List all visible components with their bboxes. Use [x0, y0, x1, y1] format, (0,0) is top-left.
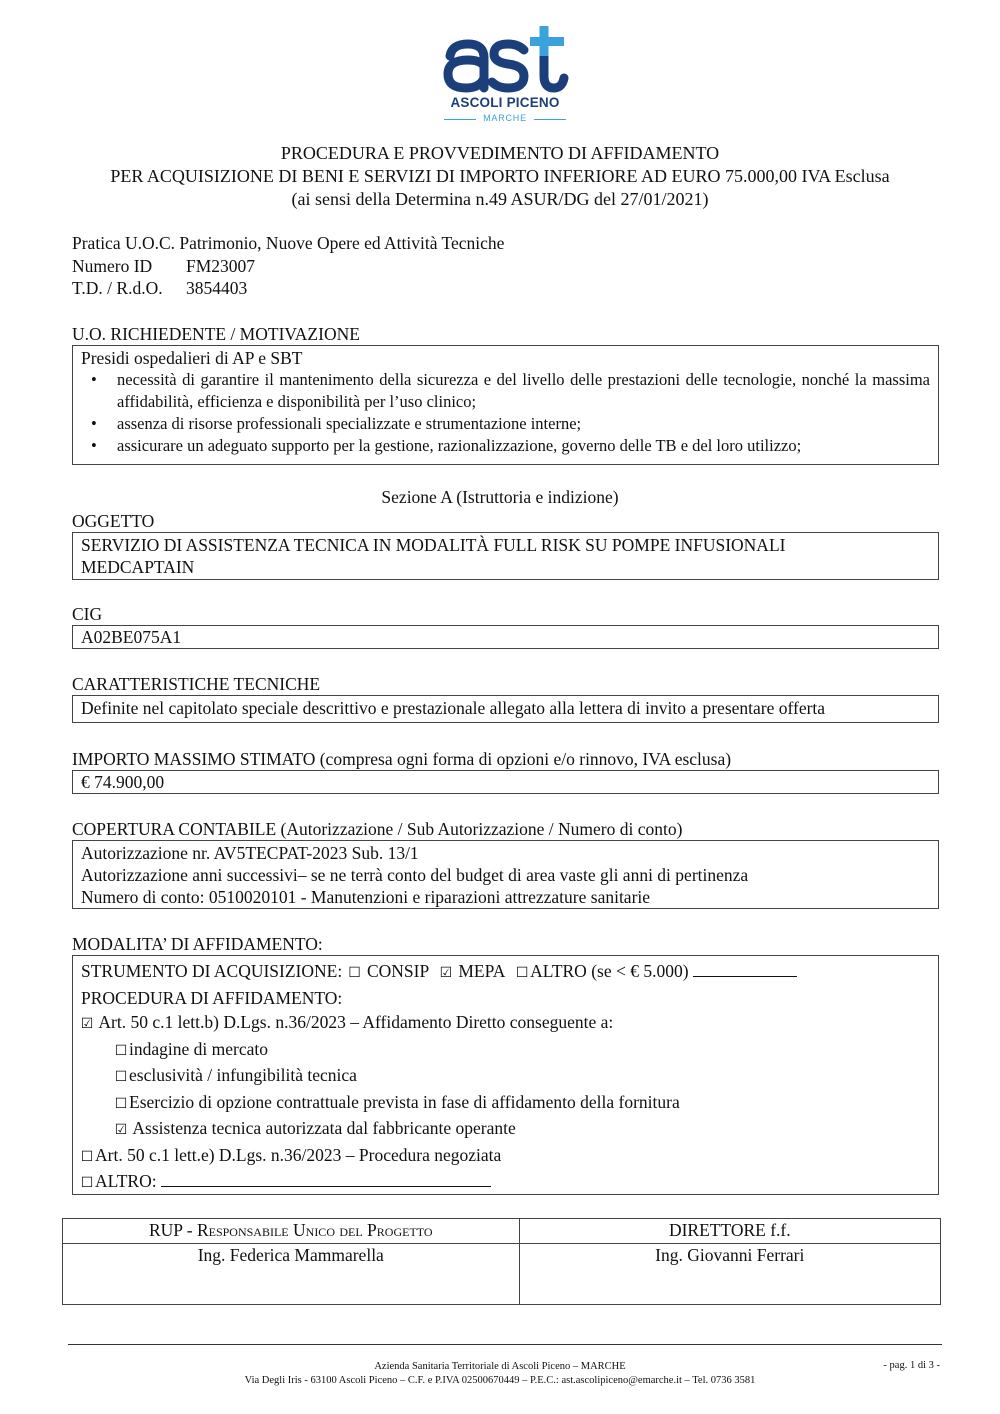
- opzione-checkbox[interactable]: ☐: [114, 1095, 128, 1112]
- copertura-line: Numero di conto: 0510020101 - Manutenzioni e riparazioni attrezzature sanitarie: [81, 887, 651, 907]
- bullet-icon: •: [91, 436, 97, 455]
- title-line-1: PROCEDURA E PROVVEDIMENTO DI AFFIDAMENTO: [280, 143, 720, 163]
- td-value: 3854403: [186, 278, 248, 298]
- richiedente-box: [72, 345, 939, 465]
- copertura-label-row: [72, 818, 682, 840]
- direttore-header: DIRETTORE f.f.: [519, 1219, 940, 1244]
- caratteristiche-label: CARATTERISTICHE TECNICHE: [72, 674, 321, 694]
- mepa-checkbox[interactable]: ☑: [439, 965, 453, 981]
- opzione-label: Esercizio di opzione contrattuale prevista in fase di affidamento della fornitura: [129, 1091, 680, 1112]
- rup-header: [63, 1219, 520, 1244]
- ast-logo-mark-icon: [440, 26, 570, 94]
- caratteristiche-value: Definite nel capitolato speciale descrittivo e prestazionale allegato alla lettera di invito a presentare offerta: [81, 698, 826, 718]
- esclusivita-checkbox[interactable]: ☐: [114, 1069, 128, 1085]
- consip-label: CONSIP: [366, 961, 430, 981]
- altro-blank[interactable]: [161, 1170, 491, 1187]
- copertura-box: [72, 840, 939, 909]
- richiedente-unit: Presidi ospedalieri di AP e SBT: [81, 348, 303, 368]
- altro-label: ALTRO:: [95, 1171, 157, 1191]
- document-title: [0, 142, 1000, 211]
- rup-prefix: RUP -: [148, 1220, 197, 1240]
- oggetto-value: SERVIZIO DI ASSISTENZA TECNICA IN MODALITÀ FULL RISK SU POMPE INFUSIONALI MEDCAPTAIN: [81, 535, 786, 577]
- cig-value: A02BE075A1: [81, 627, 182, 647]
- art50e-checkbox[interactable]: ☐: [80, 1148, 94, 1165]
- sub-option-row: [81, 1116, 938, 1143]
- motivazione-list: [81, 369, 938, 457]
- importo-label-note: (compresa ogni forma di opzioni e/o rinnovo, IVA esclusa): [319, 749, 732, 769]
- pratica-line: Pratica U.O.C. Patrimonio, Nuove Opere ed Attività Tecniche: [72, 233, 505, 253]
- assistenza-label: Assistenza tecnica autorizzata dal fabbricante operante: [132, 1118, 516, 1138]
- consip-checkbox[interactable]: ☐: [348, 965, 361, 981]
- importo-value: € 74.900,00: [81, 772, 165, 792]
- caratteristiche-box: [72, 695, 939, 723]
- direttore-name: Ing. Giovanni Ferrari: [519, 1244, 940, 1305]
- motivazione-item: • assicurare un adeguato supporto per la gestione, razionalizzazione, governo delle TB e del loro utilizzo;: [91, 436, 802, 455]
- procedura-label: PROCEDURA DI AFFIDAMENTO:: [81, 987, 343, 1008]
- footer-line-1: Azienda Sanitaria Territoriale di Ascoli Piceno – MARCHE: [374, 1361, 626, 1372]
- motivazione-item: • assenza di risorse professionali specializzate e strumentazione interne;: [91, 414, 582, 433]
- mepa-label: MEPA: [458, 961, 506, 981]
- modalita-label: MODALITA’ DI AFFIDAMENTO:: [72, 934, 323, 954]
- td-row: [72, 277, 504, 300]
- practice-meta: [72, 232, 504, 300]
- signature-table: [62, 1218, 941, 1305]
- copertura-label: COPERTURA CONTABILE: [72, 819, 277, 839]
- altro-strumento-checkbox[interactable]: ☐: [515, 965, 529, 981]
- assistenza-checkbox[interactable]: ☑: [114, 1122, 128, 1138]
- indagine-label: indagine di mercato: [129, 1038, 268, 1059]
- page-number: - pag. 1 di 3 -: [883, 1360, 940, 1371]
- art50b-checkbox[interactable]: ☑: [80, 1016, 94, 1032]
- cig-box: [72, 625, 939, 649]
- numero-id-value: FM23007: [186, 255, 256, 276]
- copertura-label-note: (Autorizzazione / Sub Autorizzazione / Numero di conto): [280, 819, 683, 839]
- importo-box: [72, 770, 939, 794]
- oggetto-label: OGGETTO: [72, 511, 155, 531]
- bullet-icon: •: [91, 414, 97, 433]
- footer-divider: [68, 1344, 942, 1345]
- strumento-row: [81, 959, 938, 986]
- art50e-row: [79, 1143, 938, 1170]
- ast-logo: [440, 26, 570, 126]
- logo-city: ASCOLI PICENO: [450, 95, 560, 110]
- sub-option-row: [81, 1063, 938, 1090]
- rup-name: Ing. Federica Mammarella: [63, 1244, 520, 1305]
- motivazione-item: • necessità di garantire il mantenimento della sicurezza e del livello delle prestazioni delle tecnologie, nonché la massima affidabilità, efficienza e disponibilità per l’uso clinico;: [91, 370, 930, 411]
- copertura-line: Autorizzazione nr. AV5TECPAT-2023 Sub. 13/1: [81, 843, 419, 863]
- rup-title: Responsabile Unico del Progetto: [196, 1220, 433, 1240]
- strumento-label: STRUMENTO DI ACQUISIZIONE:: [81, 961, 343, 981]
- copertura-line: Autorizzazione anni successivi– se ne terrà conto del budget di area vaste gli anni di pertinenza: [81, 865, 749, 885]
- altro-strumento-blank[interactable]: [693, 960, 797, 977]
- logo-region: MARCHE: [483, 113, 527, 123]
- importo-label: IMPORTO MASSIMO STIMATO: [72, 749, 316, 769]
- td-label: T.D. / R.d.O.: [72, 278, 163, 298]
- altro-row: [79, 1169, 938, 1196]
- modalita-box: [72, 955, 939, 1195]
- title-line-2: PER ACQUISIZIONE DI BENI E SERVIZI DI IMPORTO INFERIORE AD EURO 75.000,00 IVA Esclusa: [110, 166, 890, 186]
- cig-label: CIG: [72, 604, 103, 624]
- footer-line-2: Via Degli Iris - 63100 Ascoli Piceno – C.F. e P.IVA 02500670449 – P.E.C.: ast.ascolipiceno@emarche.it – Tel. 0736 3581: [244, 1375, 756, 1386]
- art50e-label: Art. 50 c.1 lett.e) D.Lgs. n.36/2023 – Procedura negoziata: [95, 1144, 502, 1165]
- art50b-label: Art. 50 c.1 lett.b) D.Lgs. n.36/2023 – Affidamento Diretto conseguente a:: [98, 1012, 614, 1032]
- title-line-3: (ai sensi della Determina n.49 ASUR/DG del 27/01/2021): [291, 189, 709, 209]
- richiedente-label: U.O. RICHIEDENTE / MOTIVAZIONE: [72, 324, 360, 344]
- indagine-checkbox[interactable]: ☐: [114, 1042, 128, 1059]
- esclusivita-label: esclusività / infungibilità tecnica: [129, 1065, 357, 1085]
- numero-id-row: [72, 255, 504, 278]
- altro-strumento-label: ALTRO (se < € 5.000): [530, 961, 689, 981]
- footer: [0, 1360, 1000, 1388]
- logo-divider-right: [534, 119, 566, 120]
- oggetto-box: [72, 532, 939, 580]
- sub-option-row: [81, 1037, 938, 1064]
- art50b-row: [79, 1010, 938, 1037]
- sub-option-row: [81, 1090, 938, 1117]
- altro-checkbox[interactable]: ☐: [80, 1175, 94, 1191]
- sezione-a-heading: Sezione A (Istruttoria e indizione): [381, 487, 619, 507]
- numero-id-label: Numero ID: [72, 255, 153, 276]
- bullet-icon: •: [91, 370, 97, 389]
- importo-label-row: [72, 748, 731, 770]
